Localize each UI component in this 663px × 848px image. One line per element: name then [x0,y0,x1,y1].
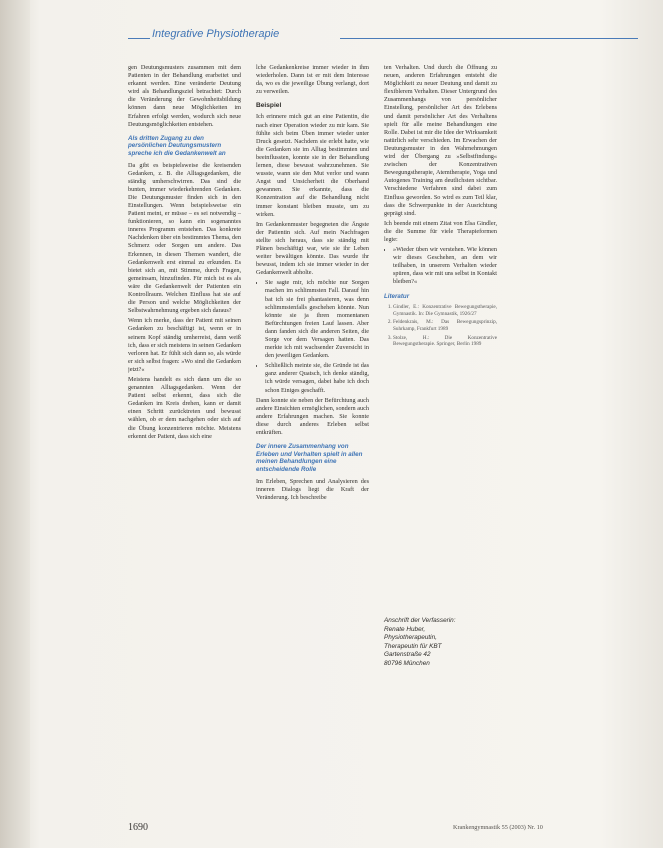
journal-footer: Krankengymnastik 55 (2003) Nr. 10 [453,824,543,831]
header-rule-right [340,38,638,39]
paragraph: Ich erinnere mich gut an eine Patientin, die nach einer Operation wieder zu mir kam. Sie fühlte sich beim Üben immer wieder unter Druck gesetzt. Nachdem sie erlebt hatte, wie die Gedanken sie im Alltag bestimmten und beeinflussten, konnte sie in der Behandlung lernen, diese bewusst wahrzunehmen. Sie wusste, wann sie den Mut verlor und wann Angst und Unsicherheit die Oberhand gewannen. Sie erkannte, dass die Konzentration auf die Behandlung nicht immer konstant bleiben musste, um zu wirken. [256,113,369,218]
reference-list [384,304,497,348]
paragraph: Meistens handelt es sich dann um die so genannten Alltagsgedanken. Wenn der Patient selbst erkennt, dass sich die Gedanken im Kreis drehen, kann er damit einen Schritt zurücktreten und bewusst wählen, ob er dem nachgehen oder sich auf die Übung konzentrieren möchte. Meistens erkennt der Patient, dass sich eine [128,375,241,440]
header-rule-left [128,38,150,39]
paragraph: Dann konnte sie neben der Befürchtung auch andere Einsichten ermöglichen, sondern auch andere Erfahrungen machen. Sie konnte diese durch anderes Erleben selbst entkräften. [256,396,369,437]
reference-item: 2. Feldenkrais, M.: Das Bewegungsprinzip, Suhrkamp, Frankfurt 1989 [393,319,497,332]
address-line: 80796 München [384,659,430,667]
subheading: Der innere Zusammenhang von Erleben und Verhalten spielt in allen meinen Behandlungen eine entscheidende Rolle [256,443,363,473]
paragraph: gen Deutungsmusters zusammen mit dem Patienten in der Behandlung erarbeitet und erkannt werden. Eine veränderte Deutung wird als Behandlungsziel betrachtet: Durch die Veränderung der Gewohnheitsbildung können dann neue Möglichkeiten im Erfahren erfolgt werden, wodurch sich neue Deutungsmöglichkeiten entstehen. [128,64,241,128]
address-line: Therapeutin für KBT [384,642,442,650]
running-header [128,28,638,42]
reference-item: 1. Gindler, E.: Konzentrative Bewegungstherapie, Gymnastik. In: Die Gymnastik, 1926/27 [393,304,497,317]
quote-list [384,246,497,286]
list-item: • Schließlich meinte sie, die Gründe ist das ganz anderer Quatsch, ich denke ständig, ich würde versagen, dabei habe ich doch schon Einiges geschafft. [265,362,369,394]
list-item: • Sie sagte mir, ich möchte nur Sorgen machen im schlimmsten Fall. Darauf hin bat ich sie frei phantasieren, was denn schlimmstenfalls geschehen könnte. Nun könnte sie ja ihren momentanen Befürchtungen freien Lauf lassen. Aber dann fanden sich die anderen Seiten, die Sorge vor dem Versagen hatten. Das merkte ich mit wachsender Zuversicht in den jeweiligen Gedanken. [265,279,369,360]
address-line: Gartenstraße 42 [384,651,431,659]
paragraph: Im Erleben, Sprechen und Analysieren des inneren Dialogs liegt die Kraft der Veränderung. Ich beschreibe [256,477,369,501]
paragraph: ten Verhalten. Und durch die Öffnung zu neuen, anderen Erfahrungen entsteht die Möglichkeit zu neuer Deutung und damit zu flexiblerem Verhalten. Dieser Untergrund des Zusammenhangs von persönlicher Einstellung, persönlicher Art des Erlebens und damit persönlicher Art des Verhaltens spielt für alle meine Behandlungen eine Rolle. Dabei ist mir die Idee der Wirksamkeit natürlich sehr verschieden. Im Erwachen der Deutungsmuster in den Wahrnehmungen wird der Übergang zu »Selbstfindung« zwischen der Konzentrativen Bewegungstherapie, Atemtherapie, Yoga und Autogenes Training am deutlichsten sichtbar. Verschiedene Verfahren sind dabei zum Einfluss geworden. So wird es zum Teil klar, dass die Schwerpunkte in der Ausrichtung geprägt sind. [384,64,497,217]
header-title: Integrative Physiotherapie [152,28,280,40]
address-line: Renate Huber, [384,625,426,633]
section-heading: Beispiel [256,102,282,110]
paragraph: Ich beende mit einem Zitat von Elsa Gindler, die die Summe für viele Therapieformen legte: [384,219,497,243]
text-column-2 [256,64,369,591]
subheading: Als dritten Zugang zu den persönlichen Deutungsmustern spreche ich die Gedankenwelt an [128,134,226,157]
paragraph: Wenn ich merke, dass der Patient mit seinen Gedanken zu beschäftigt ist, wenn er in seinem Kopf ständig umherreist, dann weiß ich, dass er sich meistens in seinen Gedanken verloren hat. Er fühlt sich dann so, als würde er sich selbst fragen: »Wo sind die Gedanken jetzt?« [128,317,241,373]
quote: • »Wieder üben wir verstehen. Wie können wir dieses Geschehen, an dem wir teilhaben, in unserem Verhalten wieder spüren, dass wir mit uns selbst in Kontakt bleiben?« [393,246,497,286]
address-line: Anschrift der Verfasserin: [384,617,456,624]
paragraph: Im Gedankenmuster begegneten die Ängste der Patientin sich. Auf mein Nachfragen stellte sich heraus, dass sie ständig mit Plänen beschäftigt war, wie sie ihr Leben weiter bewältigen könnte. Das wurde ihr bewusst, indem ich sie immer wieder in der Gedankenwelt abholte. [256,220,369,277]
bullet-list [256,279,369,394]
reference-item: 3. Stolze, H.: Die Konzentrative Bewegungstherapie. Springer, Berlin 1989 [393,335,497,348]
literature-heading: Literatur [384,292,410,300]
text-column-3 [384,64,497,494]
address-line: Physiotherapeutin, [384,634,437,642]
page-number: 1690 [128,822,148,833]
paragraph: Da gibt es beispielsweise die kreisenden Gedanken, z. B. die Alltagsgedanken, die ständig umherschwirren. Das sind die bunten, immer wiederkehrenden Gedanken. Die Deutungsmuster finden sich in den Einstellungen. Wenn beispielsweise ein Patient meint, er müsse – es sei notwendig – funktionieren, so kann ein sogenanntes inneres Programm entstehen. Das konkrete Nachdenken über ein bestimmtes Thema, den Schmerz oder Sorgen um andere. Das Erkennen, in diesen Themen wandert, die Gedankenwelt erst einmal zu erkunden. Es bietet sich an, mit Stimme, durch Fragen, gemeinsam, hinzufinden. Für mich ist es als wäre die Gedankenwelt der Patienten ein Kontrollraum. Welchen Einfluss hat sie auf die Person und welche Möglichkeiten der Selbstwahrnehmung ergeben sich daraus? [128,161,241,315]
text-column-1 [128,64,241,656]
binding-shadow [0,0,30,848]
paragraph: lche Gedankenkreise immer wieder in ihm wiederholen. Dann ist er mit dem Interesse da, wo es die jeweilige Übung verlangt, dort zu verweilen. [256,64,369,96]
author-address [384,617,504,669]
